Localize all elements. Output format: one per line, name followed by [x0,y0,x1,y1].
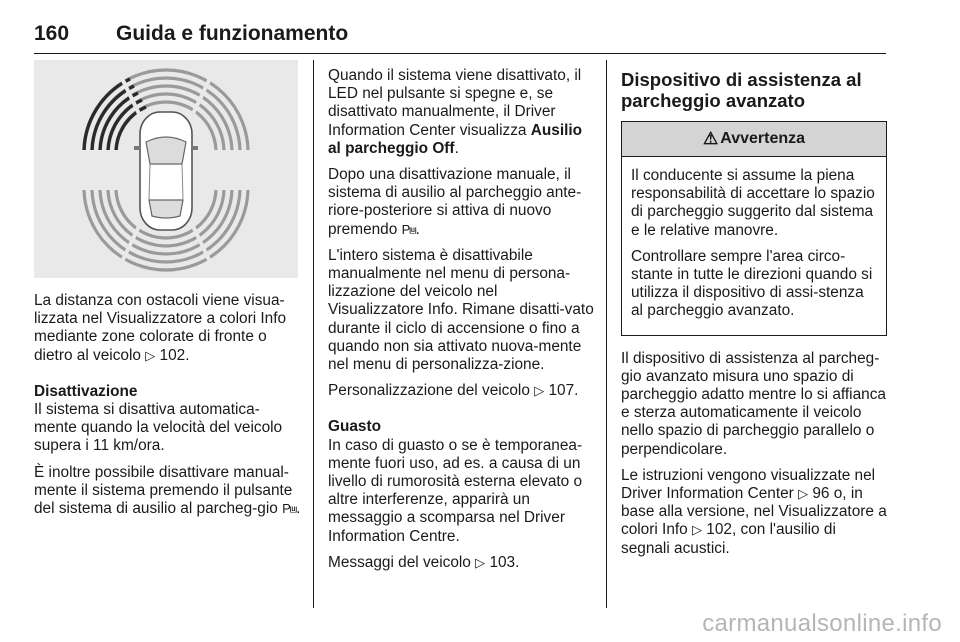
middle-p1: Quando il sistema viene disattivato, il LED nel pulsante si spegne e, se disattivato manualmente, il Driver Information Center visualizza Ausilio al parcheggio Off. [328,67,583,157]
middle-column [328,67,596,580]
warning-p2: Controllare sempre l'area circo-stante in tutte le direzioni quando si utilizza il dispositivo di assi-stenza al parcheggio avanzato. [631,247,873,320]
page-header [34,22,886,54]
watermark: carmanualsonline.info [702,610,942,637]
middle-p3: L'intero sistema è disattivabile manualmente nel menu di persona-lizzazione del veicolo nel Visualizzatore Info. Rimane disatti-vato durante il ciclo di accensione o fino a quando non sia attivato nuova-mente nel menu di personalizza-zione. [328,246,594,374]
dic-page-ref[interactable]: 96 [812,485,830,503]
parking-off-message: Ausilio al parcheggio Off [328,121,583,157]
warning-triangle-icon: ⚠ [702,128,719,148]
column-divider-2 [606,60,607,608]
right-p2: Le istruzioni vengono visualizzate nel Driver Information Center ▷ 96 o, in base alla versione, nel Visualizzatore a colori Info ▷ 102, con l'ausilio di segnali acustici. [621,466,887,557]
fault-text: In caso di guasto o se è temporanea-mente fuori uso, ad es. a causa di un livello di rumorosità esterna elevato o altre interferenze, apparirà un messaggio a scomparsa nel Driver Information Centre. [328,436,583,545]
page-ref-arrow-icon[interactable]: ▷ [475,554,486,570]
page-ref-arrow-icon[interactable]: ▷ [798,486,809,502]
warning-header [622,122,886,157]
page-number: 160 [34,22,70,45]
info-display-page-ref[interactable]: 102 [706,521,732,539]
personalization-page-ref[interactable]: 107. [548,382,579,400]
page-ref-arrow-icon[interactable]: ▷ [145,347,156,363]
warning-box [621,121,887,336]
page-ref-arrow-icon[interactable]: ▷ [692,522,703,538]
right-p1: Il dispositivo di assistenza al parcheg-gio avanzato misura uno spazio di parcheggio adatto mentre lo si affianca e sterza automaticamente il veicolo nello spazio di parcheggio parallelo o perpendicolare. [621,349,886,458]
figure-caption: La distanza con ostacoli viene visua-lizzata nel Visualizzatore a colori Info mediante zone colorate di fronte o dietro al veicolo ▷ 102. [34,292,287,364]
chapter-title: Guida e funzionamento [116,22,349,45]
fault-heading: Guasto [328,418,382,436]
column-divider-1 [313,60,314,608]
manual-disable-text: È inoltre possibile disattivare manual-mente il sistema premendo il pulsante del sistema di ausilio al parcheg-gio P⩏. [34,463,301,518]
left-column [34,292,302,526]
disable-heading: Disattivazione [34,382,138,400]
caption-page-ref[interactable]: 102. [159,346,190,364]
warning-body [622,157,886,335]
warning-p1: Il conducente si assume la piena responsabilità di accettare lo spazio di parcheggio suggerito dal sistema e le relative manovre. [631,167,875,239]
parking-button-icon: P⩏ [282,501,297,517]
page-ref-arrow-icon[interactable]: ▷ [534,383,545,399]
parking-sensor-figure [34,60,298,278]
messages-page-ref[interactable]: 103. [489,553,520,571]
messages-ref-text: Messaggi del veicolo ▷ 103. [328,553,520,571]
section-title: Dispositivo di assistenza al parcheggio avanzato [621,69,862,111]
right-column [621,69,887,566]
middle-p4: Personalizzazione del veicolo ▷ 107. [328,382,579,400]
car-parking-sensor-zones-icon [34,60,298,278]
parking-button-icon: P⩏ [401,221,416,237]
middle-p2: Dopo una disattivazione manuale, il sistema di ausilio al parcheggio ante-riore-posteriore si attiva di nuovo premendo P⩏. [328,166,582,238]
disable-text: Il sistema si disattiva automatica-mente quando la velocità del veicolo supera i 11 km/ora. [34,401,283,455]
warning-label: Avvertenza [720,129,806,147]
